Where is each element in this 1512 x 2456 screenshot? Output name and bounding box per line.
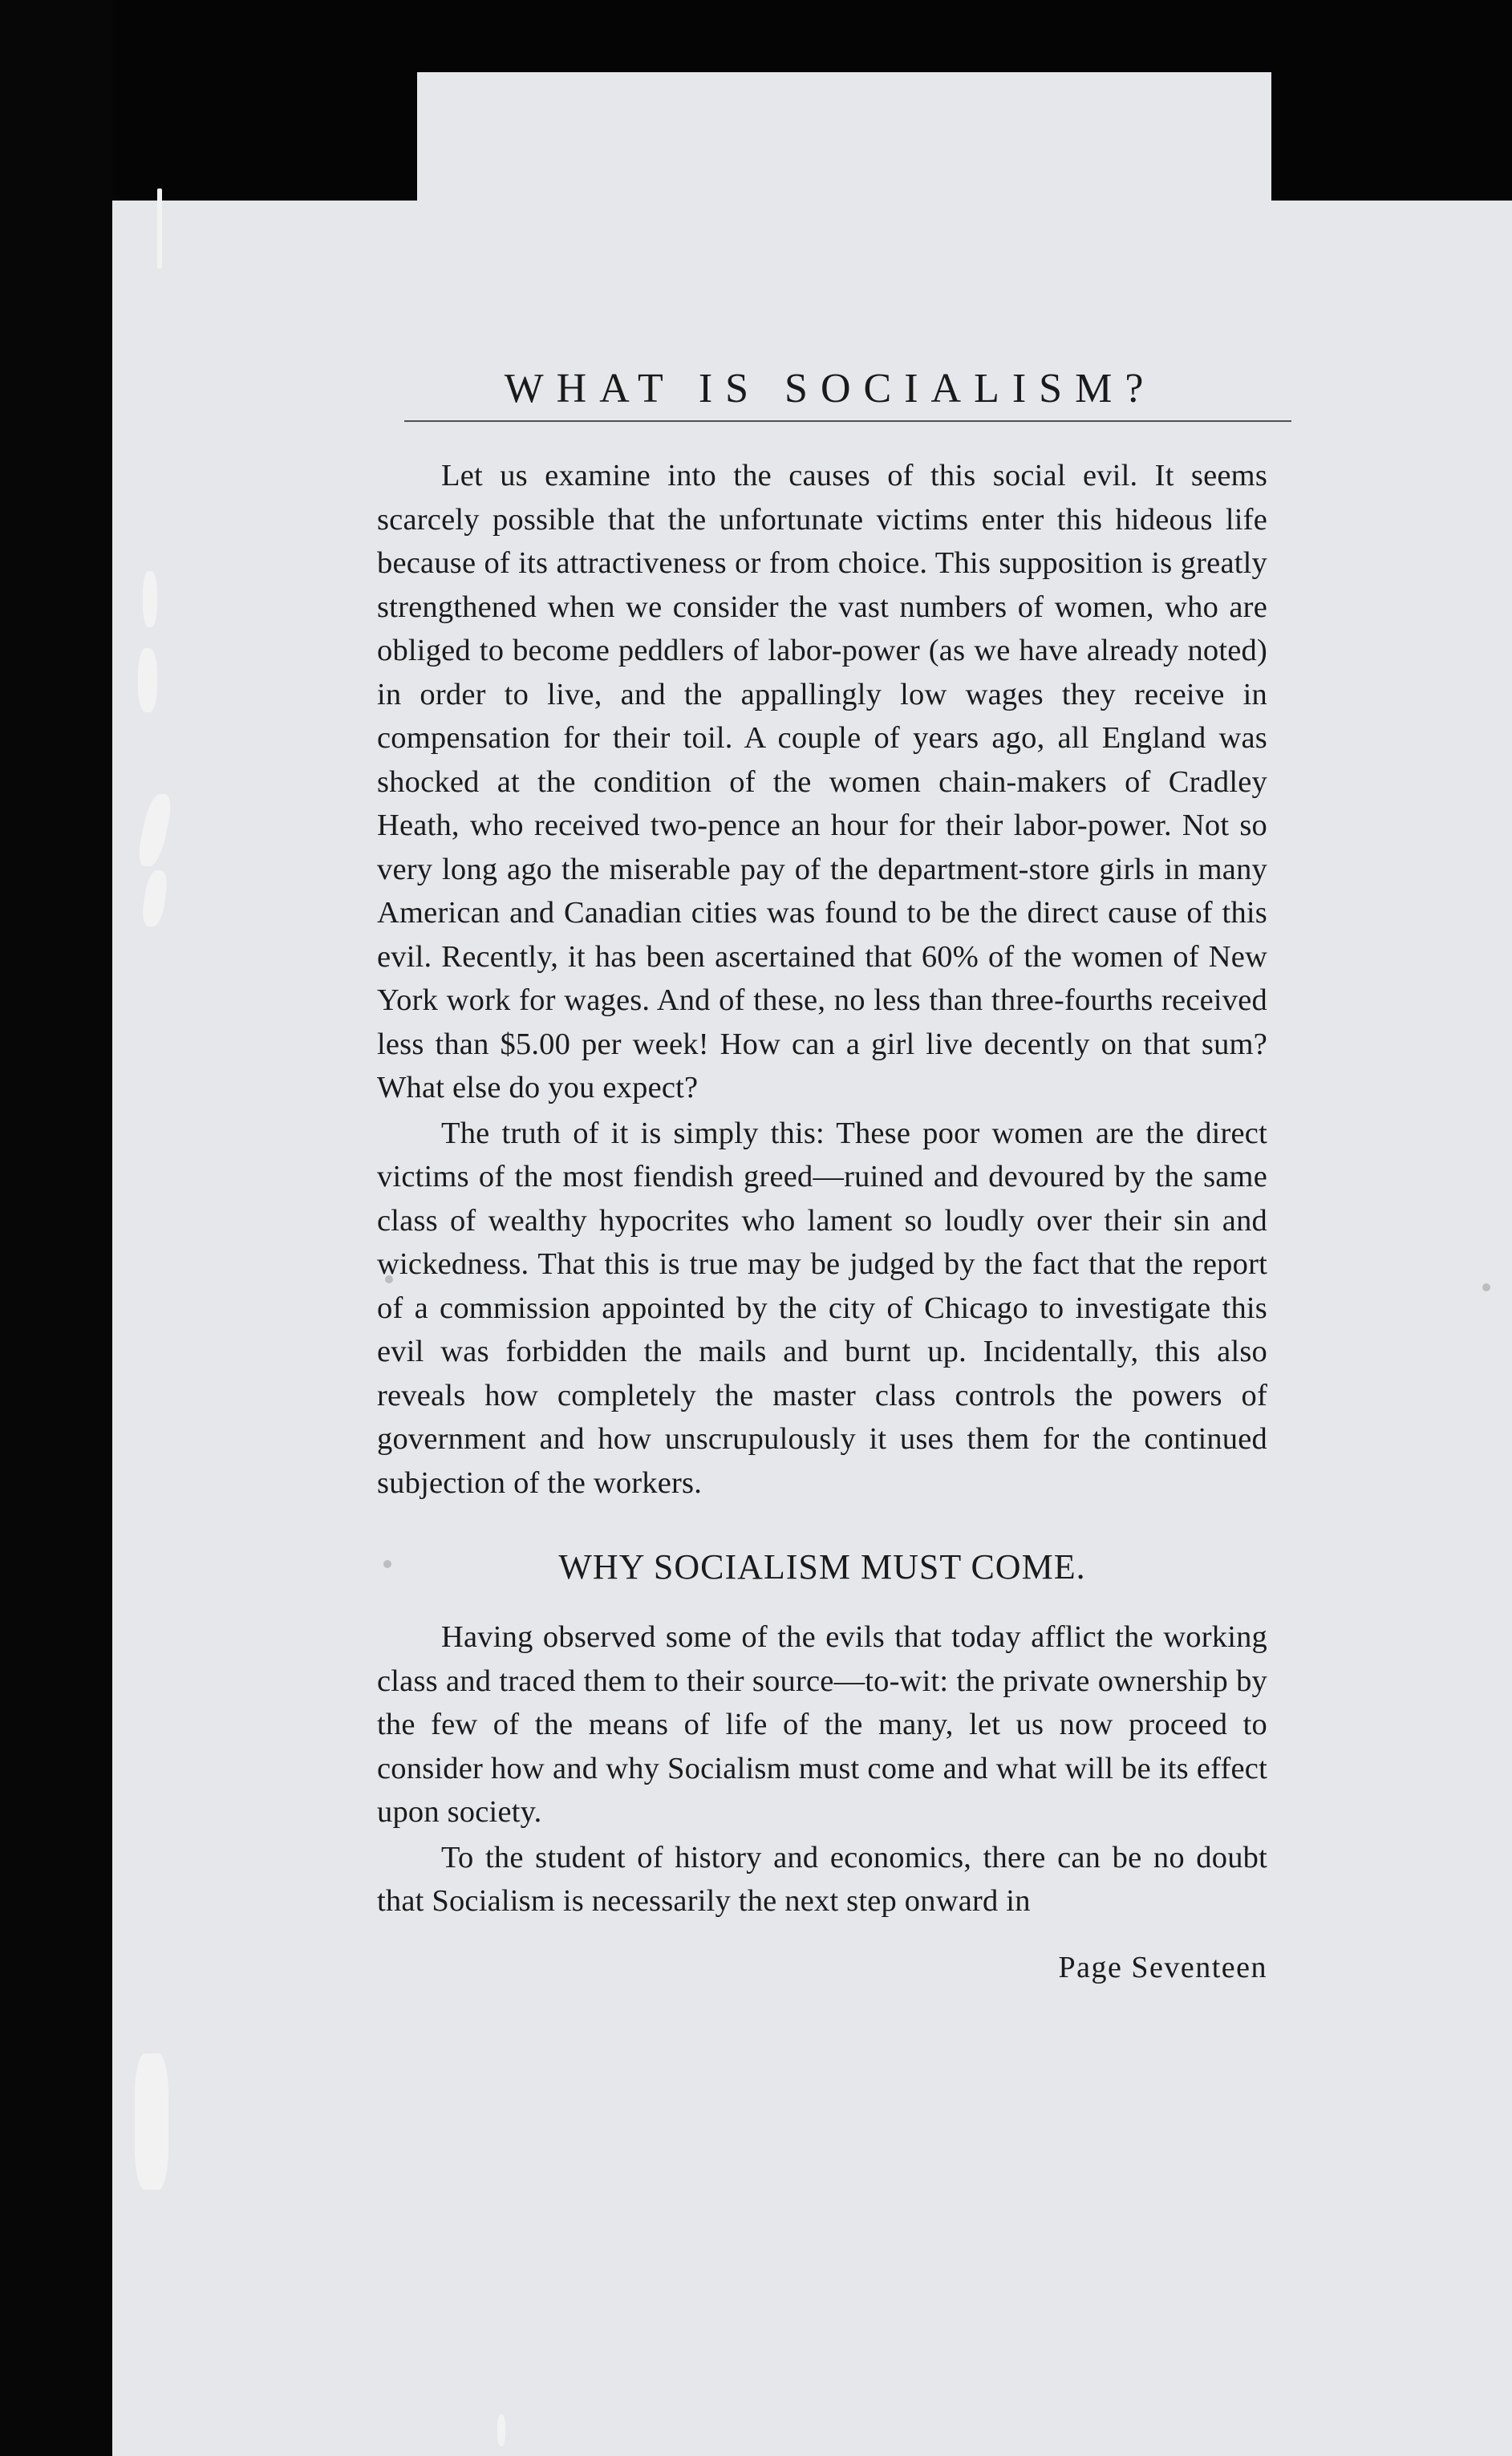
scan-artifact [497,2414,505,2446]
title-rule [404,420,1291,422]
scan-speck [1482,1283,1490,1291]
section-paragraph: Having observed some of the evils that today afflict the working class and traced them to their source—to-wit: the private ownership by the few of the means of life of the many, let us now proceed to consider how and why Socialism must come and what will be its effect upon society. [377,1620,1267,1829]
body-paragraph: Let us examine into the causes of this social evil. It seems scarcely possible that the unfortunate victims enter this hideous life because of its attractiveness or from choice. This supposition is greatly strengthened when we consider the vast numbers of women, who are obliged to become peddlers of labor-power (as we have already noted) in order to live, and the appallingly low wages they receive in compensation for their toil. A couple of years ago, all England was shocked at the condition of the women chain-makers of Cradley Heath, who received two-pence an hour for their labor-power. Not so very long ago the miserable pay of the department-store girls in many American and Canadian cities was found to be the direct cause of this evil. Recently, it has been ascertained that 60% of the women of New York work for wages. And of these, no less than three-fourths received less than $5.00 per week! How can a girl live decently on that sum? What else do you expect? [377,459,1267,1104]
scan-artifact [135,2053,168,2190]
scan-artifact [157,188,162,269]
section-paragraph: To the student of history and economics, there can be no doubt that Socialism is necessarily the next step onward in [377,1840,1267,1918]
page-content [377,361,1267,1988]
scan-artifact [138,648,157,712]
page-number: Page Seventeen [1058,1950,1267,1984]
scan-backdrop-left [0,0,112,2456]
scan-artifact [143,571,157,627]
page-title: WHAT IS SOCIALISM? [504,366,1157,411]
section-heading: WHY SOCIALISM MUST COME. [558,1547,1086,1587]
body-paragraph: The truth of it is simply this: These poor women are the direct victims of the most fiendish greed—ruined and devoured by the same class of wealthy hypocrites who lament so loudly over their sin and wickedness. That this is true may be judged by the fact that the report of a commission appointed by the city of Chicago to investigate this evil was forbidden the mails and burnt up. Incidentally, this also reveals how completely the master class controls the powers of government and how unscrupulously it uses them for the continued subjection of the workers. [377,1116,1267,1500]
paper-top-tab [417,72,1271,217]
